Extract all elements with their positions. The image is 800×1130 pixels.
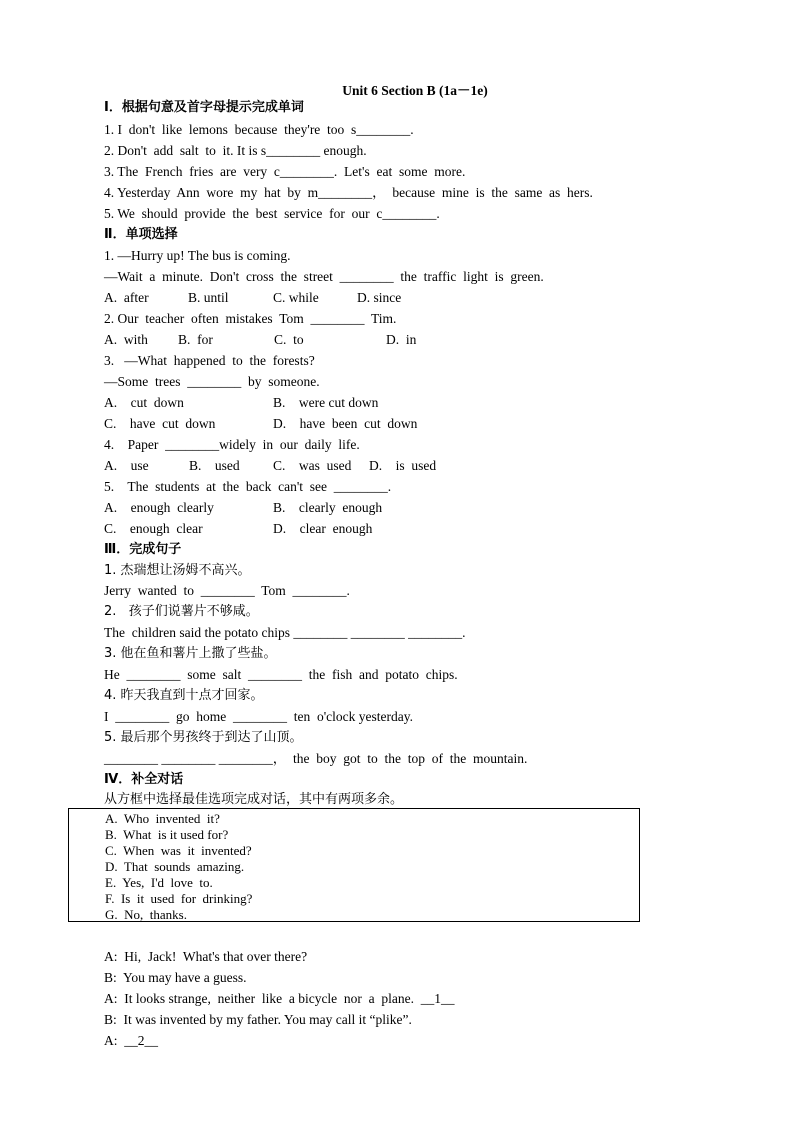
page-title: Unit 6 Section B (1a－1e)	[342, 83, 488, 98]
dialog-blank-1[interactable]: __1__	[420, 991, 455, 1006]
q3-stem-1: 3. —What happened to the forests?	[104, 353, 315, 368]
part3-item-1-cn: 1. 杰瑞想让汤姆不高兴。	[104, 563, 251, 578]
q3-option-d: D. have been cut down	[273, 416, 418, 431]
dialog-line-4	[104, 1011, 412, 1028]
dialog-line-2	[104, 969, 247, 986]
dialog-line-1-text: A: Hi, Jack! What's that over there?	[104, 949, 308, 964]
part1-item-1: 1. I don't like lemons because they're too s________.	[104, 122, 414, 137]
q2-stem: 2. Our teacher often mistakes Tom ________ Tim.	[104, 311, 397, 326]
section-1-heading: Ⅰ．根据句意及首字母提示完成单词	[104, 100, 304, 115]
q5-stem: 5. The students at the back can't see ________.	[104, 479, 392, 494]
q1-option-a: A. after	[104, 290, 149, 305]
q1-stem-2: —Wait a minute. Don't cross the street ________ the traffic light is green.	[104, 269, 544, 284]
q2-option-a: A. with	[104, 332, 148, 347]
part1-item-2: 2. Don't add salt to it. It is s________ enough.	[104, 143, 367, 158]
dialog-blank-2[interactable]: __2__	[124, 1033, 158, 1048]
dialog-line-5	[104, 1032, 158, 1049]
section-4-heading: Ⅳ．补全对话	[104, 772, 184, 787]
box-option-d: D. That sounds amazing.	[105, 859, 245, 874]
q4-stem: 4. Paper ________widely in our daily life.	[104, 437, 360, 452]
q3-stem-2: —Some trees ________ by someone.	[104, 374, 320, 389]
q3-option-b: B. were cut down	[273, 395, 379, 410]
part1-item-5: 5. We should provide the best service for our c________.	[104, 206, 440, 221]
part3-item-5-en: ________ ________ ________， the boy got to the top of the mountain.	[104, 751, 528, 766]
part3-item-4-cn: 4. 昨天我直到十点才回家。	[104, 688, 264, 703]
section-2-heading: Ⅱ．单项选择	[104, 227, 178, 242]
part3-item-5-cn: 5. 最后那个男孩终于到达了山顶。	[104, 730, 303, 745]
q4-option-d: D. is used	[369, 458, 437, 473]
part4-instruction: 从方框中选择最佳选项完成对话，其中有两项多余。	[104, 792, 404, 807]
q5-option-a: A. enough clearly	[104, 500, 214, 515]
q5-option-d: D. clear enough	[273, 521, 373, 536]
q2-option-b: B. for	[178, 332, 213, 347]
part1-item-3: 3. The French fries are very c________. Let's eat some more.	[104, 164, 466, 179]
part3-item-2-en: The children said the potato chips ________ ________ ________.	[104, 625, 466, 640]
box-option-g: G. No, thanks.	[105, 907, 187, 922]
box-option-e: E. Yes, I'd love to.	[105, 875, 213, 890]
dialog-line-2-text: B: You may have a guess.	[104, 970, 247, 985]
q3-option-a: A. cut down	[104, 395, 184, 410]
q1-option-b: B. until	[188, 290, 229, 305]
part1-item-4: 4. Yesterday Ann wore my hat by m________， because mine is the same as hers.	[104, 185, 593, 200]
dialog-line-1	[104, 948, 307, 965]
dialog-line-3-text: A: It looks strange, neither like a bicycle nor a plane.	[104, 991, 421, 1006]
q4-option-b: B. used	[189, 458, 240, 473]
part3-item-3-cn: 3. 他在鱼和薯片上撒了些盐。	[104, 646, 277, 661]
q1-stem-1: 1. —Hurry up! The bus is coming.	[104, 248, 291, 263]
q5-option-c: C. enough clear	[104, 521, 203, 536]
box-option-b: B. What is it used for?	[105, 827, 229, 842]
q2-option-c: C. to	[274, 332, 304, 347]
part3-item-1-en: Jerry wanted to ________ Tom ________.	[104, 583, 350, 598]
box-option-a: A. Who invented it?	[105, 811, 220, 826]
options-box	[68, 808, 640, 922]
section-3-heading: Ⅲ．完成句子	[104, 542, 182, 557]
q1-option-c: C. while	[273, 290, 319, 305]
part3-item-4-en: I ________ go home ________ ten o'clock yesterday.	[104, 709, 413, 724]
q1-option-d: D. since	[357, 290, 402, 305]
q5-option-b: B. clearly enough	[273, 500, 383, 515]
q3-option-c: C. have cut down	[104, 416, 216, 431]
dialog-line-4-text: B: It was invented by my father. You may call it “plike”.	[104, 1012, 412, 1027]
part3-item-2-cn: 2. 孩子们说薯片不够咸。	[104, 604, 259, 619]
box-option-f: F. Is it used for drinking?	[105, 891, 253, 906]
box-option-c: C. When was it invented?	[105, 843, 252, 858]
q4-option-c: C. was used	[273, 458, 352, 473]
part3-item-3-en: He ________ some salt ________ the fish and potato chips.	[104, 667, 458, 682]
q2-option-d: D. in	[386, 332, 417, 347]
dialog-line-5-text: A:	[104, 1033, 125, 1048]
q4-option-a: A. use	[104, 458, 149, 473]
dialog-line-3	[104, 990, 455, 1007]
